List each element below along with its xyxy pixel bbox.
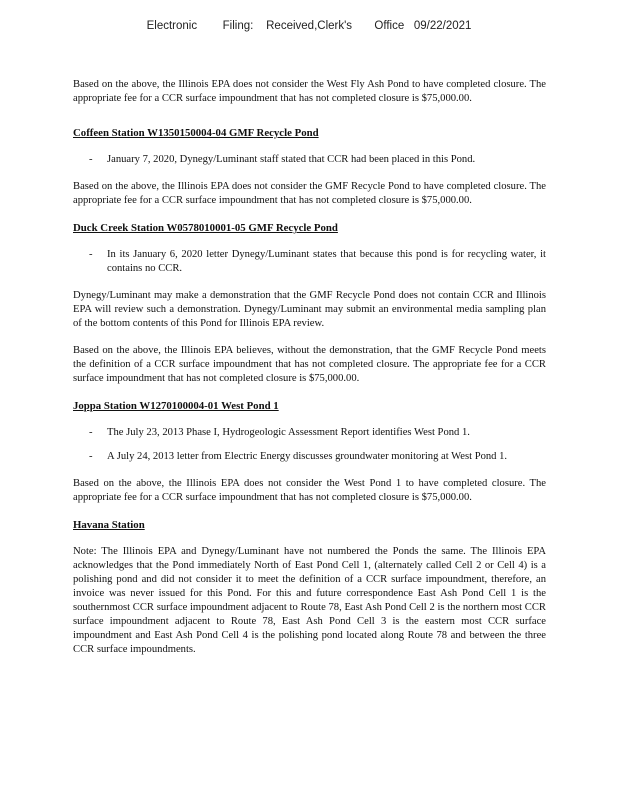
bullet-list <box>73 426 546 464</box>
section-coffeen <box>73 126 546 208</box>
section-paragraph: Dynegy/Luminant may make a demonstration that the GMF Recycle Pond does not contain CCR and Illinois EPA will review such a demonstration. Dynegy/Luminant may submit an environmental media sampling plan of the bottom contents of this Pond for Illinois EPA review. <box>73 290 546 329</box>
section-paragraph: Based on the above, the Illinois EPA believes, without the demonstration, that the GMF Recycle Pond meets the definition of a CCR surface impoundment that has not completed closure. The appropriate fee for a CCR surface impoundment that has not completed closure is $75,000.00. <box>73 345 546 384</box>
dash-bullet-icon: - <box>89 451 93 462</box>
bullet-item <box>73 153 546 167</box>
filing-office: Office <box>374 20 405 32</box>
section-heading: Joppa Station W1270100004-01 West Pond 1 <box>73 400 279 412</box>
section-heading: Coffeen Station W1350150004-04 GMF Recycle Pond <box>73 127 319 139</box>
bullet-list <box>73 153 546 167</box>
filing-stamp-header <box>0 20 618 32</box>
section-paragraph: Note: The Illinois EPA and Dynegy/Luminant have not numbered the Ponds the same. The Illinois EPA acknowledges that the Pond immediately North of East Pond Cell 1, (alternately called Cell 2 or Cell 4) is a polishing pond and did not consider it to meet the definition of a CCR surface impoundment, therefore, an invoice was never issued for this Pond. For this and future correspondence East Ash Pond Cell 1 is the southernmost CCR surface impoundment adjacent to Route 78, East Ash Pond Cell 2 is the northern most CCR surface impoundment adjacent to Route 78, East Ash Pond Cell 3 is the eastern most CCR surface impoundment and East Ash Pond Cell 4 is the polishing pond located along Route 78 and between the three CCR surface impoundments. <box>73 546 546 655</box>
section-joppa <box>73 399 546 505</box>
intro-paragraph: Based on the above, the Illinois EPA does not consider the West Fly Ash Pond to have completed closure. The appropriate fee for a CCR surface impoundment that has not completed closure is $75,000.00. <box>73 79 546 104</box>
dash-bullet-icon: - <box>89 249 93 260</box>
bullet-list <box>73 248 546 276</box>
document-body <box>73 78 546 670</box>
filing-status: Received,Clerk's <box>266 20 353 32</box>
section-paragraph: Based on the above, the Illinois EPA does not consider the West Pond 1 to have completed closure. The appropriate fee for a CCR surface impoundment that has not completed closure is $75,000.00. <box>73 478 546 503</box>
bullet-item <box>73 426 546 440</box>
dash-bullet-icon: - <box>89 154 93 165</box>
filing-label: Electronic <box>146 20 198 32</box>
section-heading: Duck Creek Station W0578010001-05 GMF Recycle Pond <box>73 222 338 234</box>
bullet-item <box>73 248 546 276</box>
bullet-text: The July 23, 2013 Phase I, Hydrogeologic Assessment Report identifies West Pond 1. <box>107 427 470 438</box>
section-havana <box>73 518 546 657</box>
section-duck-creek <box>73 221 546 386</box>
bullet-text: In its January 6, 2020 letter Dynegy/Luminant states that because this pond is for recycling water, it contains no CCR. <box>107 249 546 274</box>
filing-filing: Filing: <box>222 20 254 32</box>
bullet-text: January 7, 2020, Dynegy/Luminant staff stated that CCR had been placed in this Pond. <box>107 154 476 165</box>
dash-bullet-icon: - <box>89 427 93 438</box>
section-paragraph: Based on the above, the Illinois EPA does not consider the GMF Recycle Pond to have completed closure. The appropriate fee for a CCR surface impoundment that has not completed closure is $75,000.00. <box>73 181 546 206</box>
filing-date: 09/22/2021 <box>413 20 472 32</box>
bullet-text: A July 24, 2013 letter from Electric Energy discusses groundwater monitoring at West Pond 1. <box>107 451 508 462</box>
section-heading: Havana Station <box>73 519 145 531</box>
bullet-item <box>73 450 546 464</box>
